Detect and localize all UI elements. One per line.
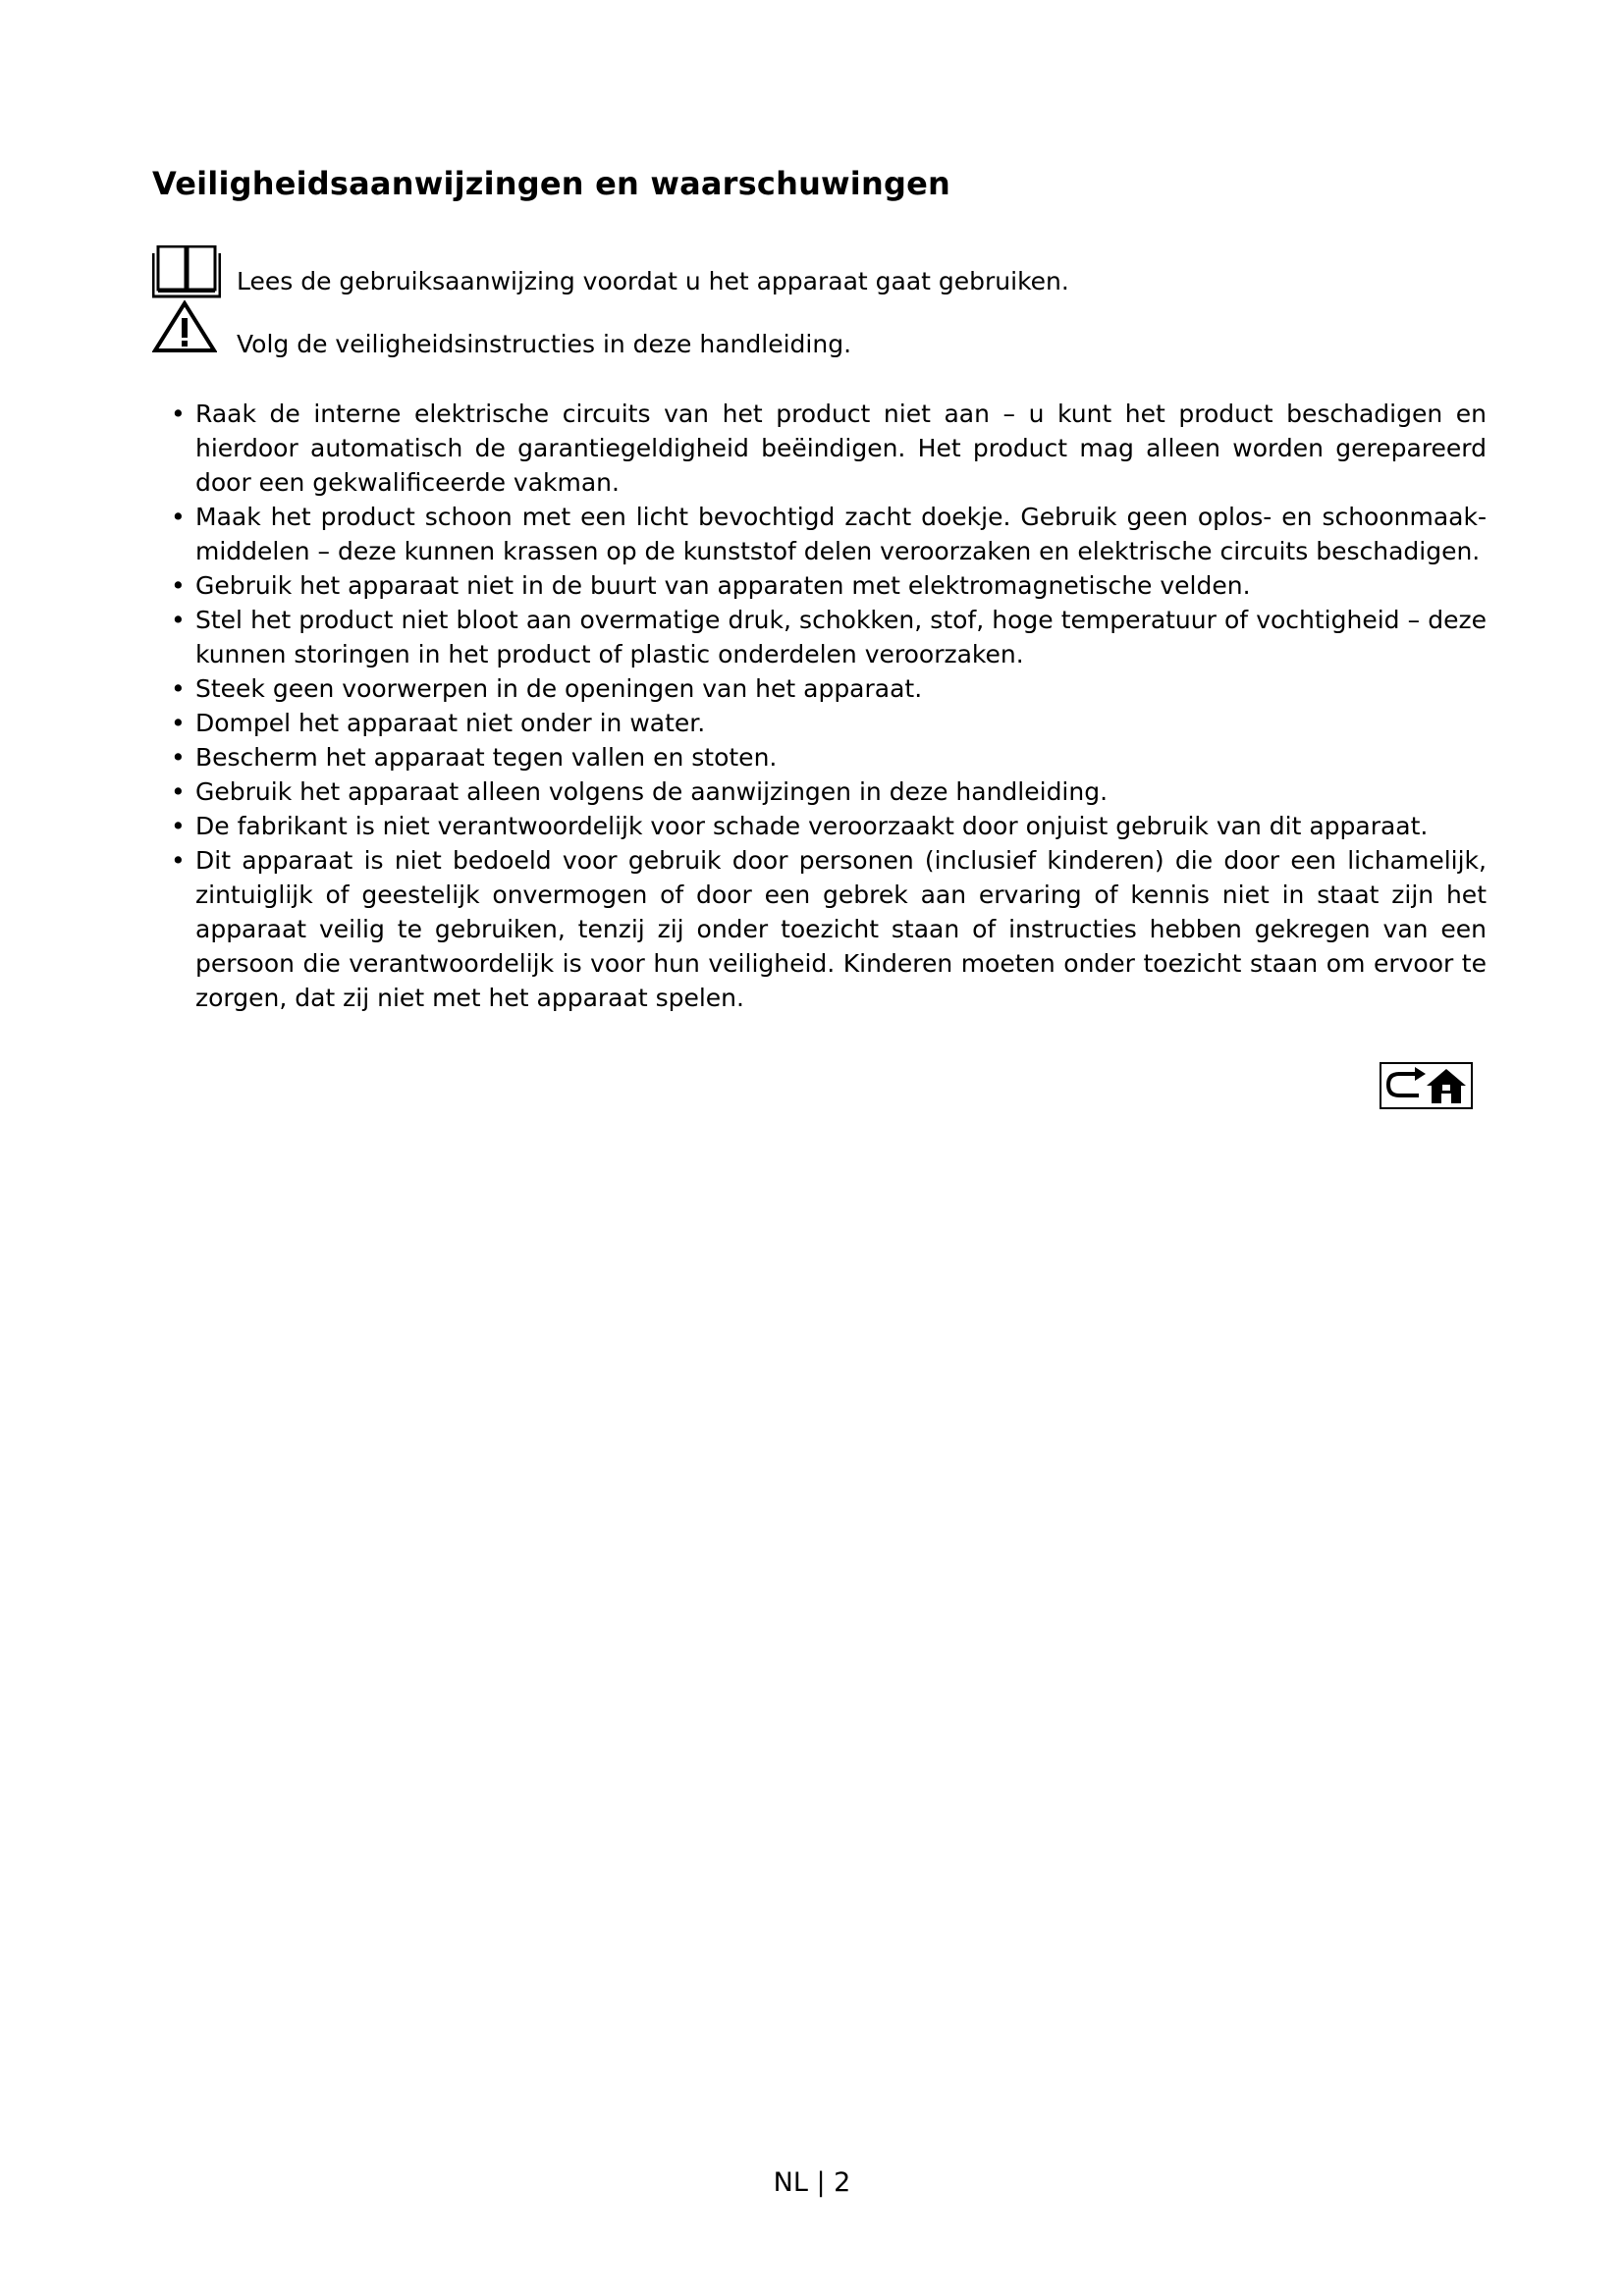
notice-read-manual: [152, 245, 1134, 298]
page-number: NL | 2: [773, 2167, 851, 2198]
list-item: • Bescherm het apparaat tegen vallen en stoten.: [171, 740, 1487, 774]
return-home-icon: [1381, 1064, 1471, 1107]
notice-safety-instructions: [152, 300, 1134, 358]
list-item: • Maak het product schoon met een licht bevochtigd zacht doekje. Gebruik geen oplos- en schoonmaakmiddelen – deze kunnen krassen op de kunststof delen veroorzaken en elektrische circuits beschadigen.: [171, 500, 1487, 568]
book-icon: [152, 245, 221, 302]
warning-triangle-icon: [152, 300, 217, 357]
list-item: • Dit apparaat is niet bedoeld voor gebruik door personen (inclusief kinderen) die door een lichamelijk, zintuiglijk of geestelijk onvermogen of door een gebrek aan ervaring of kennis niet in staat zijn het apparaat veilig te gebruiken, tenzij zij onder toezicht staan of instructies hebben gekregen van een persoon die verantwoordelijk is voor hun veiligheid. Kinderen moeten onder toezicht staan om ervoor te zorgen, dat zij niet met het apparaat spelen.: [171, 843, 1487, 1015]
page-title: Veiligheidsaanwijzingen en waarschuwingen: [152, 165, 950, 202]
list-item: • Dompel het apparaat niet onder in water.: [171, 706, 1487, 740]
safety-bullet-list: [171, 397, 1487, 1015]
return-home-button[interactable]: [1380, 1062, 1473, 1109]
list-item: • Raak de interne elektrische circuits van het product niet aan – u kunt het product beschadigen en hierdoor automatisch de garantiegeldigheid beëindigen. Het product mag alleen worden gerepareerd door een gekwalificeerde vakman.: [171, 397, 1487, 500]
list-item: • Steek geen voorwerpen in de openingen van het apparaat.: [171, 671, 1487, 706]
list-item: • Stel het product niet bloot aan overmatige druk, schokken, stof, hoge temperatuur of vochtigheid – deze kunnen storingen in het product of plastic onderdelen veroorzaken.: [171, 603, 1487, 671]
list-item: • Gebruik het apparaat alleen volgens de aanwijzingen in deze handleiding.: [171, 774, 1487, 809]
notice-safety-instructions-text: Volg de veiligheidsinstructies in deze handleiding.: [237, 330, 852, 358]
notice-read-manual-text: Lees de gebruiksaanwijzing voordat u het apparaat gaat gebruiken.: [237, 267, 1069, 295]
list-item: • De fabrikant is niet verantwoordelijk voor schade veroorzaakt door onjuist gebruik van dit apparaat.: [171, 809, 1487, 843]
list-item: • Gebruik het apparaat niet in de buurt van apparaten met elektromagnetische velden.: [171, 568, 1487, 603]
